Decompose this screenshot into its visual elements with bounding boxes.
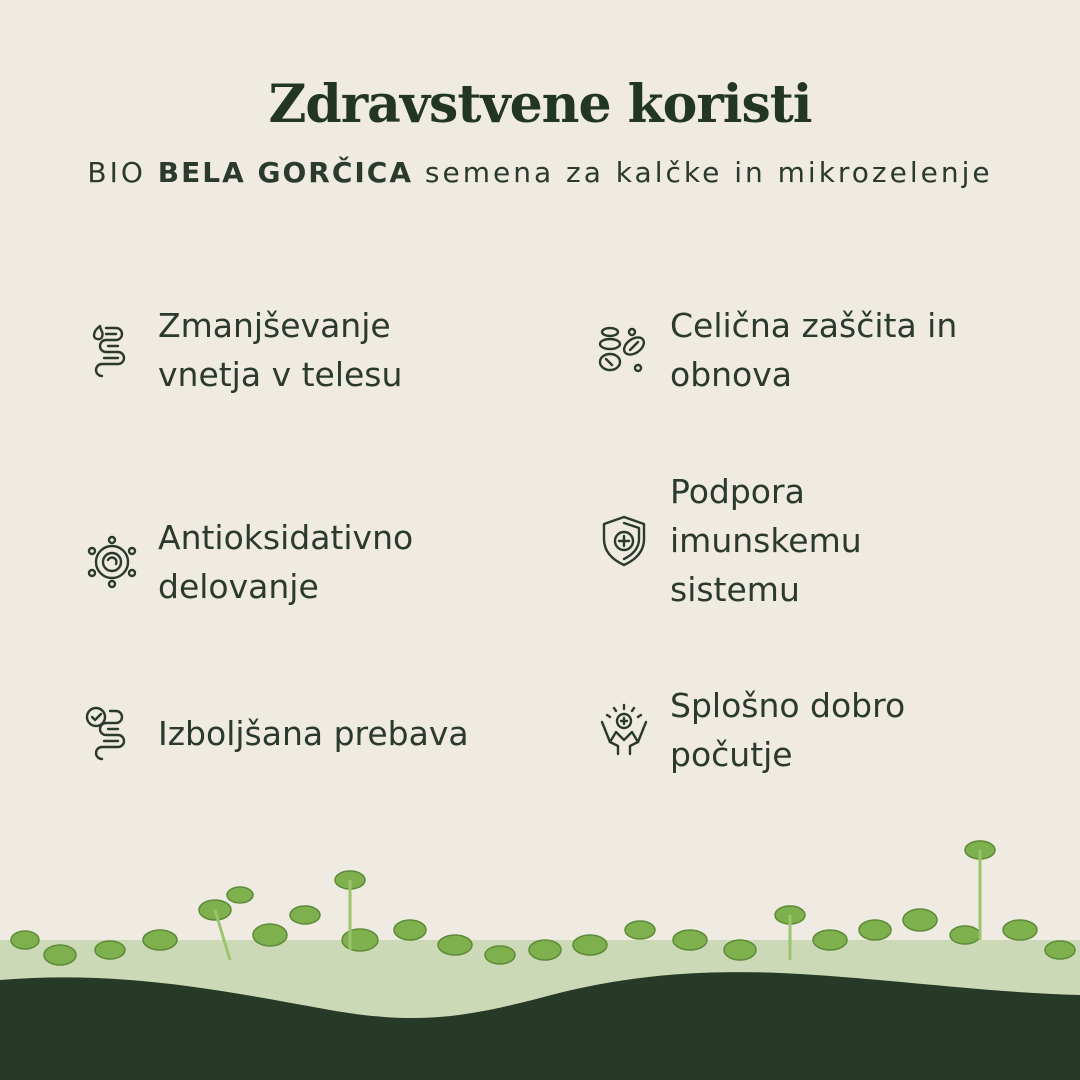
benefit-label: Podpora imunskemu sistemu bbox=[670, 472, 862, 609]
benefit-label: Celična zaščita in obnova bbox=[670, 306, 958, 394]
benefit-item bbox=[84, 301, 498, 399]
intestine-flame-icon bbox=[84, 322, 140, 378]
benefit-label: Izboljšana prebava bbox=[158, 713, 469, 753]
molecule-icon bbox=[84, 534, 140, 590]
cells-icon bbox=[596, 322, 652, 378]
shield-plus-icon bbox=[596, 513, 652, 569]
hands-wellbeing-icon bbox=[596, 702, 652, 758]
subtitle-product-name: BELA GORČICA bbox=[157, 156, 414, 189]
subtitle-suffix: semena za kalčke in mikrozelenje bbox=[413, 156, 993, 189]
microgreens-footer bbox=[0, 820, 1080, 1080]
benefit-item bbox=[596, 467, 1010, 614]
benefit-label: Splošno dobro počutje bbox=[670, 686, 906, 774]
benefit-item bbox=[84, 513, 498, 611]
benefit-item bbox=[84, 705, 538, 761]
benefit-label: Antioksidativno delovanje bbox=[158, 518, 414, 606]
benefit-label: Zmanjševanje vnetja v telesu bbox=[158, 306, 403, 394]
intestine-check-icon bbox=[84, 705, 140, 761]
page-title: Zdravstvene koristi bbox=[268, 74, 812, 135]
page-subtitle bbox=[0, 156, 1080, 189]
benefit-item bbox=[596, 301, 1030, 399]
subtitle-prefix: BIO bbox=[87, 156, 158, 189]
benefit-item bbox=[596, 681, 1010, 779]
